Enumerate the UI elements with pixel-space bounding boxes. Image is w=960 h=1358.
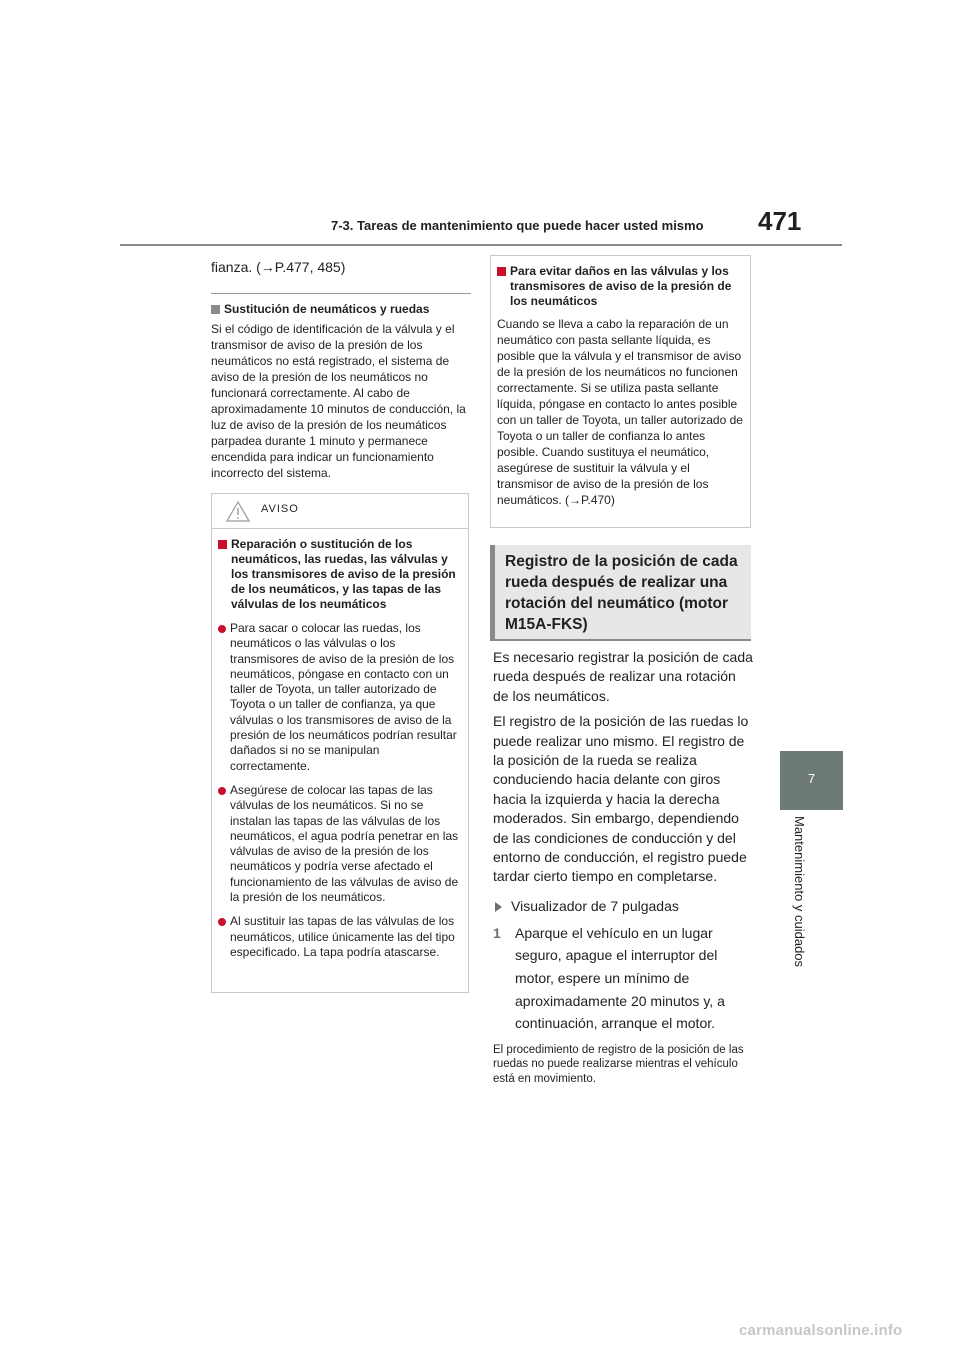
warning-box	[211, 493, 469, 993]
right-body	[493, 648, 755, 1087]
bullet-dot-icon	[218, 918, 226, 926]
warning-header	[212, 494, 468, 529]
display-item	[493, 897, 755, 916]
watermark: carmanualsonline.info	[739, 1322, 903, 1339]
warning-heading	[218, 537, 462, 612]
body-paragraph: El registro de la posición de las ruedas lo puede realizar uno mismo. El registro de la posición de la rueda se realiza conduciendo hacia delante con giros hacia la izquierda y hacia la derecha moderados. Sin embargo, dependiendo de las condiciones de conducción y del entorno de conducción, el registro puede tardar cierto tiempo en completarse.	[493, 713, 749, 885]
info-heading-text: Para evitar daños en las válvulas y los transmisores de aviso de la presión de los neumáticos	[510, 264, 732, 308]
chapter-tab[interactable]	[780, 751, 843, 810]
step-text: Aparque el vehículo en un lugar seguro, apague el interruptor del motor, espere un mínimo de aproximadamente 20 minutos y, a continuación, arranque el motor.	[515, 924, 725, 1032]
warning-triangle-icon	[226, 501, 250, 522]
section-header-title: 7-3. Tareas de mantenimiento que puede hacer usted mismo	[331, 218, 704, 233]
header-divider	[120, 244, 842, 246]
section-heading	[211, 302, 471, 317]
warning-bullet-text: Para sacar o colocar las ruedas, los neumáticos o las válvulas o los transmisores de aviso de la presión de los neumáticos, póngase en contacto con un taller de Toyota, un taller autorizado de Toyota o un taller de confianza, ya que válvulas o los transmisores de aviso de la presión de los neumáticos podrían resultar dañados si no se manipulan correctamente.	[230, 621, 457, 773]
section-heading-text: Sustitución de neumáticos y ruedas	[224, 302, 430, 316]
warning-bullet-text: Al sustituir las tapas de las válvulas de los neumáticos, utilice únicamente las del tipo especificado. La tapa podría atascarse.	[230, 914, 455, 959]
warning-bullet-text: Asegúrese de colocar las tapas de las válvulas de los neumáticos. Si no se instalan las tapas de las válvulas de los neumáticos, el agua podría penetrar en las válvulas de aviso de la presión de los neumáticos y podría verse afectado el funcionamiento de las válvulas de aviso de la presión de los neumáticos.	[230, 782, 459, 905]
banner-title: Registro de la posición de cada rueda después de realizar una rotación del neumático (motor M15A-FKS)	[505, 553, 738, 633]
section-body: Si el código de identificación de la válvula y el transmisor de aviso de la presión de los neumáticos no está registrado, el sistema de aviso de la presión de los neumáticos no funcionará correctamente. Al cabo de aproximadamente 10 minutos de conducción, la luz de aviso de la presión de los neumáticos parpadea durante 1 minuto y permanece encendida para indicar un funcionamiento incorrecto del sistema.	[211, 322, 466, 480]
warning-bullet	[218, 783, 462, 905]
square-bullet-icon	[497, 267, 506, 276]
info-body: Cuando se lleva a cabo la reparación de un neumático con pasta sellante líquida, es posible que la válvula y el transmisor de aviso de la presión de los neumáticos no funcionen correctamente. Si se utiliza pasta sellante líquida, póngase en contacto lo antes posible con un taller de Toyota, un taller autorizado de Toyota o un taller de confianza lo antes posible. Cuando sustituya el neumático, asegúrese de sustituir la válvula y el transmisor de aviso de la presión de los neumáticos. (→P.470)	[497, 317, 743, 507]
triangle-bullet-icon	[495, 902, 502, 912]
banner-accent-bar	[490, 545, 495, 639]
warning-bullet	[218, 621, 462, 774]
square-bullet-icon	[211, 305, 220, 314]
warning-bullet	[218, 914, 462, 960]
display-item-text: Visualizador de 7 pulgadas	[511, 897, 679, 914]
info-heading	[497, 264, 744, 309]
section-banner	[490, 545, 751, 641]
warning-label: AVISO	[261, 503, 299, 515]
step-note: El procedimiento de registro de la posición de las ruedas no puede realizarse mientras el vehículo está en movimiento.	[493, 1043, 744, 1086]
warning-heading-text: Reparación o sustitución de los neumáticos, las ruedas, las válvulas y los transmisores de aviso de la presión de los neumáticos, y las tapas de las válvulas de los neumáticos	[231, 537, 456, 611]
left-column	[211, 258, 471, 481]
bullet-dot-icon	[218, 787, 226, 795]
section-divider	[211, 293, 471, 294]
bullet-dot-icon	[218, 625, 226, 633]
page-number: 471	[758, 206, 802, 236]
square-bullet-icon	[218, 540, 227, 549]
info-box	[490, 255, 751, 528]
step-number: 1	[493, 924, 501, 941]
warning-body	[212, 529, 468, 960]
chapter-label: Mantenimiento y cuidados	[792, 816, 807, 968]
body-paragraph: Es necesario registrar la posición de cada rueda después de realizar una rotación de los neumáticos.	[493, 649, 753, 704]
continued-text: fianza. (→P.477, 485)	[211, 259, 346, 275]
procedure-step	[493, 922, 755, 1035]
chapter-number: 7	[807, 771, 816, 786]
